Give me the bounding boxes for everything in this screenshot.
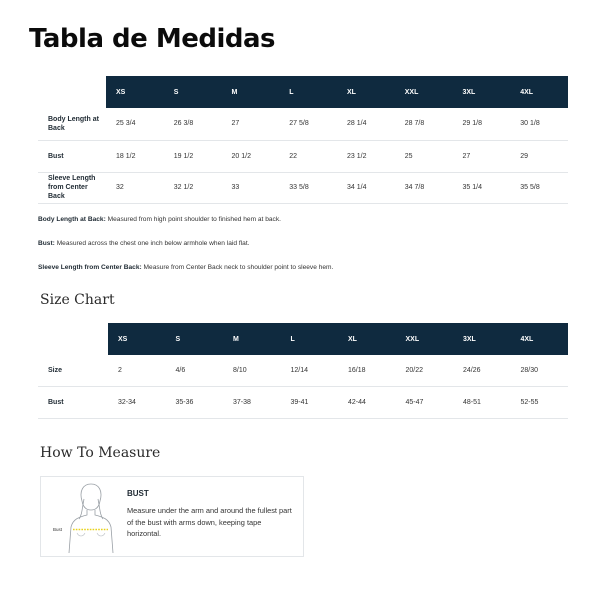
- table-cell: 34 7/8: [395, 172, 453, 203]
- note-text: Measured across the chest one inch below armhole when laid flat.: [54, 240, 250, 247]
- table-cell: 25: [395, 140, 453, 172]
- row-label: Bust: [38, 140, 106, 172]
- size-chart-heading: Size Chart: [40, 292, 115, 308]
- column-header: 4XL: [511, 323, 569, 355]
- row-label: Size: [38, 355, 108, 386]
- table-cell: 32: [106, 172, 164, 203]
- note-term: Sleeve Length from Center Back:: [38, 264, 142, 271]
- measure-item-description: Measure under the arm and around the fullest part of the bust with arms down, keeping tape horizontal.: [127, 506, 292, 538]
- measure-item-title: BUST: [127, 489, 149, 498]
- table-cell: 35 1/4: [453, 172, 511, 203]
- table-cell: 48-51: [453, 386, 511, 418]
- table-header-row: [38, 76, 568, 108]
- note: [38, 239, 578, 248]
- column-header: XS: [106, 76, 164, 108]
- note-term: Body Length at Back:: [38, 216, 106, 223]
- table-cell: 32 1/2: [164, 172, 222, 203]
- table-cell: 27: [222, 108, 280, 140]
- measurements-table: [38, 76, 568, 204]
- row-label: Body Length at Back: [38, 108, 106, 140]
- table-cell: 29 1/8: [453, 108, 511, 140]
- note: [38, 263, 578, 272]
- table-cell: 27 5/8: [279, 108, 337, 140]
- table-cell: 20 1/2: [222, 140, 280, 172]
- column-header: M: [223, 323, 281, 355]
- size-chart-table: [38, 323, 568, 419]
- table-cell: 2: [108, 355, 166, 386]
- header-corner: [38, 76, 106, 108]
- row-label: Sleeve Length from Center Back: [38, 172, 106, 203]
- table-header-row: [38, 323, 568, 355]
- table-cell: 27: [453, 140, 511, 172]
- how-to-measure-heading: How To Measure: [40, 445, 161, 461]
- column-header: XL: [337, 76, 395, 108]
- row-label: Bust: [38, 386, 108, 418]
- table-cell: 28 1/4: [337, 108, 395, 140]
- header-corner: [38, 323, 108, 355]
- table-cell: 4/6: [166, 355, 224, 386]
- table-row: [38, 386, 568, 418]
- table-cell: 29: [510, 140, 568, 172]
- column-header: S: [166, 323, 224, 355]
- column-header: L: [281, 323, 339, 355]
- table-cell: 18 1/2: [106, 140, 164, 172]
- column-header: XXL: [396, 323, 454, 355]
- table-cell: 28 7/8: [395, 108, 453, 140]
- table-cell: 33: [222, 172, 280, 203]
- table-cell: 23 1/2: [337, 140, 395, 172]
- table-cell: 45-47: [396, 386, 454, 418]
- page-title: Tabla de Medidas: [29, 24, 276, 54]
- table-cell: 30 1/8: [510, 108, 568, 140]
- note: [38, 215, 578, 224]
- column-header: 4XL: [510, 76, 568, 108]
- table-cell: 12/14: [281, 355, 339, 386]
- table-row: [38, 108, 568, 140]
- note-term: Bust:: [38, 240, 55, 247]
- table-cell: 32-34: [108, 386, 166, 418]
- table-cell: 34 1/4: [337, 172, 395, 203]
- table-cell: 35 5/8: [510, 172, 568, 203]
- table-row: [38, 355, 568, 386]
- column-header: S: [164, 76, 222, 108]
- figure-label: Bust: [53, 527, 63, 532]
- table-cell: 39-41: [281, 386, 339, 418]
- table-cell: 8/10: [223, 355, 281, 386]
- column-header: L: [279, 76, 337, 108]
- note-text: Measured from high point shoulder to finished hem at back.: [105, 216, 281, 223]
- table-cell: 42-44: [338, 386, 396, 418]
- column-header: M: [222, 76, 280, 108]
- column-header: 3XL: [453, 76, 511, 108]
- column-header: XXL: [395, 76, 453, 108]
- table-cell: 35-36: [166, 386, 224, 418]
- table-cell: 37-38: [223, 386, 281, 418]
- table-cell: 26 3/8: [164, 108, 222, 140]
- table-cell: 28/30: [511, 355, 569, 386]
- table-cell: 25 3/4: [106, 108, 164, 140]
- measurement-notes: [38, 215, 578, 272]
- table-cell: 20/22: [396, 355, 454, 386]
- how-to-measure-card: [40, 476, 304, 557]
- column-header: XS: [108, 323, 166, 355]
- table-cell: 33 5/8: [279, 172, 337, 203]
- column-header: 3XL: [453, 323, 511, 355]
- table-row: [38, 172, 568, 203]
- table-cell: 52-55: [511, 386, 569, 418]
- column-header: XL: [338, 323, 396, 355]
- table-cell: 24/26: [453, 355, 511, 386]
- table-cell: 16/18: [338, 355, 396, 386]
- table-row: [38, 140, 568, 172]
- table-cell: 19 1/2: [164, 140, 222, 172]
- note-text: Measure from Center Back neck to shoulder point to sleeve hem.: [141, 264, 334, 271]
- table-cell: 22: [279, 140, 337, 172]
